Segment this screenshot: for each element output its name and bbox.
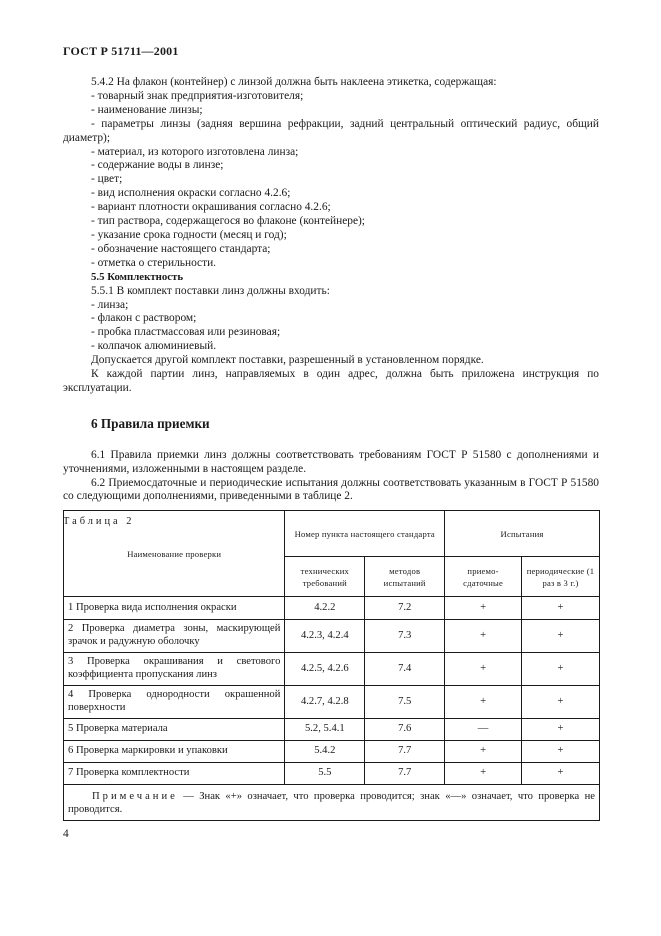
note-text: — Знак «+» означает, что проверка проводится; знак «—» означает, что проверка не проводится. xyxy=(68,791,595,815)
list-item: - отметка о стерильности. xyxy=(91,256,217,269)
cell-method: 7.6 xyxy=(365,719,445,741)
cell-method: 7.5 xyxy=(365,686,445,719)
list-item: - вид исполнения окраски согласно 4.2.6; xyxy=(91,187,291,200)
table-note-row xyxy=(64,785,600,821)
list-item: - линза; xyxy=(91,298,129,311)
clause-5-4-2-intro: 5.4.2 На флакон (контейнер) с линзой должна быть наклеена этикетка, содержащая: xyxy=(91,76,497,88)
cell-tech-req: 5.5 xyxy=(285,763,365,785)
section-heading: 6 Правила приемки xyxy=(91,415,210,431)
cell-check-name: 1 Проверка вида исполнения окраски xyxy=(64,597,285,620)
cell-check-name: 5 Проверка материала xyxy=(64,719,285,741)
list-item: - материал, из которого изготовлена линза; xyxy=(91,145,299,158)
cell-tech-req: 4.2.2 xyxy=(285,597,365,620)
page-number: 4 xyxy=(63,828,69,840)
header-periodic: периодические (1 раз в 3 г.) xyxy=(522,557,600,597)
cell-acceptance: + xyxy=(445,620,522,653)
header-clause-group: Номер пункта настоящего стандарта xyxy=(285,511,445,557)
cell-method: 7.2 xyxy=(365,597,445,620)
cell-check-name: 2 Проверка диаметра зоны, маскирующей зрачок и радужную оболочку xyxy=(64,620,285,653)
list-item: - товарный знак предприятия-изготовителя; xyxy=(91,89,304,102)
header-test-methods: методов испытаний xyxy=(365,557,445,597)
list-item: - цвет; xyxy=(91,173,123,186)
table-row xyxy=(64,597,600,620)
table-note xyxy=(64,785,600,821)
cell-tech-req: 5.2, 5.4.1 xyxy=(285,719,365,741)
table-row xyxy=(64,686,600,719)
inspection-table xyxy=(63,510,600,821)
cell-acceptance: + xyxy=(445,653,522,686)
cell-acceptance: + xyxy=(445,597,522,620)
cell-tech-req: 4.2.3, 4.2.4 xyxy=(285,620,365,653)
table-row xyxy=(64,719,600,741)
cell-check-name: 3 Проверка окрашивания и светового коэффициента пропускания линз xyxy=(64,653,285,686)
cell-check-name: 7 Проверка комплектности xyxy=(64,763,285,785)
table-row xyxy=(64,653,600,686)
list-item: - флакон с раствором; xyxy=(91,312,197,325)
note-label: Примечание xyxy=(92,791,178,802)
cell-method: 7.7 xyxy=(365,741,445,763)
paragraph: Допускается другой комплект поставки, разрешенный в установленном порядке. xyxy=(91,354,484,367)
list-item: - пробка пластмассовая или резиновая; xyxy=(91,326,281,339)
cell-periodic: + xyxy=(522,686,600,719)
cell-method: 7.4 xyxy=(365,653,445,686)
cell-periodic: + xyxy=(522,741,600,763)
cell-acceptance: + xyxy=(445,741,522,763)
list-item: - содержание воды в линзе; xyxy=(91,159,224,172)
paragraph: 6.2 Приемосдаточные и периодические испытания должны соответствовать указанным в ГОСТ Р 51580 со следующими дополнениями, приведенными в таблице 2. xyxy=(63,476,599,503)
table-row xyxy=(64,741,600,763)
list-item: - колпачок алюминиевый. xyxy=(91,340,217,353)
subsection-heading: 5.5 Комплектность xyxy=(91,270,184,283)
header-tests-group: Испытания xyxy=(445,511,600,557)
paragraph: К каждой партии линз, направляемых в один адрес, должна быть приложена инструкция по эксплуатации. xyxy=(63,368,599,394)
list-item: - тип раствора, содержащегося во флаконе (контейнере); xyxy=(91,215,365,228)
cell-method: 7.7 xyxy=(365,763,445,785)
list-item: - наименование линзы; xyxy=(91,103,203,116)
table-row xyxy=(64,763,600,785)
cell-periodic: + xyxy=(522,653,600,686)
header-check-name: Наименование проверки xyxy=(64,511,285,597)
list-item: - параметры линзы (задняя вершина рефракции, задний центральный оптический радиус, общий диаметр); xyxy=(63,117,599,144)
clause-5-5-1-intro: 5.5.1 В комплект поставки линз должны входить: xyxy=(91,284,330,297)
cell-acceptance: + xyxy=(445,763,522,785)
cell-periodic: + xyxy=(522,763,600,785)
header-tech-req: технических требований xyxy=(285,557,365,597)
cell-tech-req: 4.2.5, 4.2.6 xyxy=(285,653,365,686)
cell-check-name: 6 Проверка маркировки и упаковки xyxy=(64,741,285,763)
cell-check-name: 4 Проверка однородности окрашенной поверхности xyxy=(64,686,285,719)
list-item: - обозначение настоящего стандарта; xyxy=(91,242,271,255)
list-item: - указание срока годности (месяц и год); xyxy=(91,228,287,241)
list-item: - вариант плотности окрашивания согласно 4.2.6; xyxy=(91,201,331,214)
header-acceptance: приемо-сдаточные xyxy=(445,557,522,597)
cell-periodic: + xyxy=(522,719,600,741)
cell-periodic: + xyxy=(522,597,600,620)
document-body xyxy=(63,76,599,529)
cell-tech-req: 5.4.2 xyxy=(285,741,365,763)
table-caption: Таблица 2 xyxy=(63,516,135,528)
document-header: ГОСТ Р 51711—2001 xyxy=(63,44,179,58)
cell-acceptance: + xyxy=(445,686,522,719)
paragraph: 6.1 Правила приемки линз должны соответствовать требованиям ГОСТ Р 51580 с дополнениями и уточнениями, изложенными в настоящем разделе. xyxy=(63,448,599,475)
table-row xyxy=(64,620,600,653)
cell-periodic: + xyxy=(522,620,600,653)
cell-acceptance: — xyxy=(445,719,522,741)
cell-method: 7.3 xyxy=(365,620,445,653)
cell-tech-req: 4.2.7, 4.2.8 xyxy=(285,686,365,719)
